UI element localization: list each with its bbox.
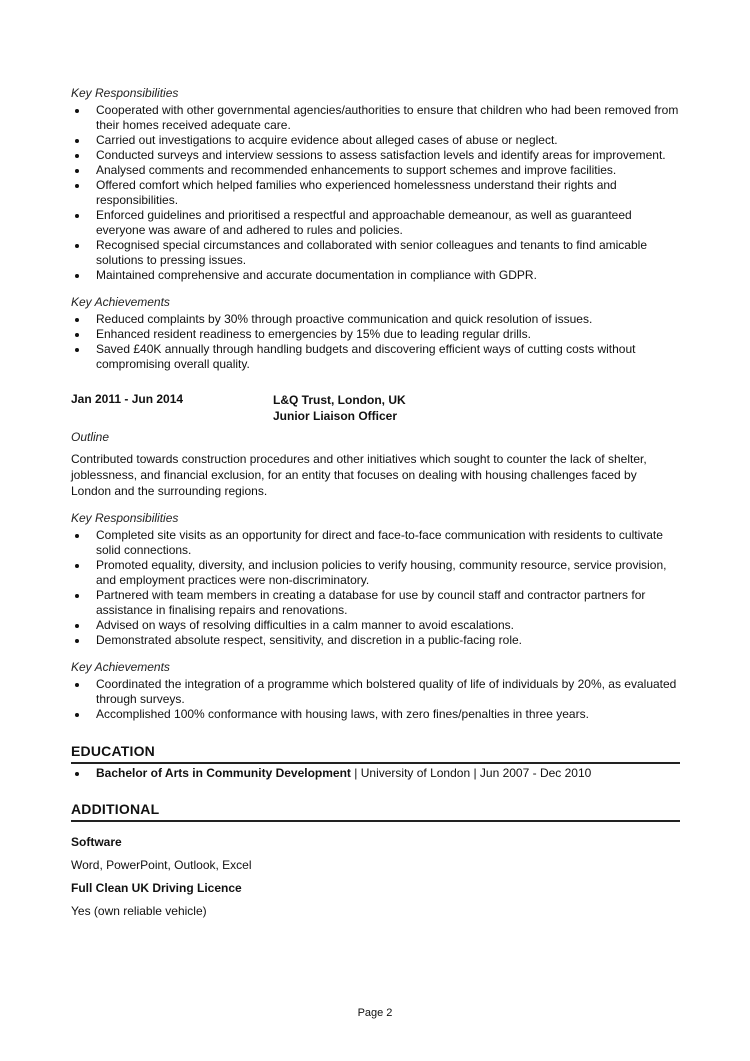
spacer (71, 722, 680, 744)
spacer (71, 781, 680, 802)
job2-dates: Jan 2011 - Jun 2014 (71, 392, 184, 406)
resume-content (71, 86, 680, 919)
list-item: Demonstrated absolute respect, sensitivity, and discretion in a public-facing role. (71, 633, 680, 648)
list-item: Carried out investigations to acquire evidence about alleged cases of abuse or neglect. (71, 133, 680, 148)
list-item: Reduced complaints by 30% through proactive communication and quick resolution of issues. (71, 312, 680, 327)
job1-responsibilities-heading: Key Responsibilities (71, 86, 179, 100)
page-number: Page 2 (357, 1007, 393, 1019)
job1-achievements-list (71, 312, 680, 372)
list-item: Accomplished 100% conformance with housing laws, with zero fines/penalties in three years. (71, 707, 680, 722)
job2-achievements-list (71, 677, 680, 722)
list-item: Enhanced resident readiness to emergencies by 15% due to leading regular drills. (71, 327, 680, 342)
list-item: Saved £40K annually through handling budgets and discovering efficient ways of cutting costs without compromising overall quality. (71, 342, 680, 372)
spacer (71, 499, 680, 511)
education-details: | University of London | Jun 2007 - Dec 2010 (350, 766, 592, 780)
spacer (71, 283, 680, 295)
education-list (71, 766, 680, 781)
additional-section-title: ADDITIONAL (71, 802, 680, 822)
list-item: Promoted equality, diversity, and inclusion policies to verify housing, community resource, service provision, and employment practices were non-discriminatory. (71, 558, 680, 588)
list-item: Coordinated the integration of a programme which bolstered quality of life of individuals by 20%, as evaluated through surveys. (71, 677, 680, 707)
list-item: Offered comfort which helped families who experienced homelessness understand their rights and responsibilities. (71, 178, 680, 208)
list-item: Cooperated with other governmental agencies/authorities to ensure that children who had been removed from their homes received adequate care. (71, 103, 680, 133)
job2-achievements-heading: Key Achievements (71, 660, 170, 674)
licence-label: Full Clean UK Driving Licence (71, 881, 242, 895)
job2-responsibilities-list (71, 528, 680, 648)
spacer (71, 648, 680, 660)
list-item: Analysed comments and recommended enhancements to support schemes and improve facilities. (71, 163, 680, 178)
job2-employer: L&Q Trust, London, UK (273, 393, 406, 407)
job2-title: Junior Liaison Officer (273, 409, 398, 423)
education-section-title: EDUCATION (71, 744, 680, 764)
software-value: Word, PowerPoint, Outlook, Excel (71, 858, 252, 872)
software-label: Software (71, 835, 122, 849)
job1-responsibilities-list (71, 103, 680, 283)
job2-employer-block (273, 392, 406, 424)
licence-value: Yes (own reliable vehicle) (71, 904, 207, 918)
list-item: Completed site visits as an opportunity for direct and face-to-face communication with residents to cultivate solid connections. (71, 528, 680, 558)
education-degree: Bachelor of Arts in Community Development (96, 766, 351, 780)
list-item: Maintained comprehensive and accurate documentation in compliance with GDPR. (71, 268, 680, 283)
job2-responsibilities-heading: Key Responsibilities (71, 511, 179, 525)
job2-outline-text: Contributed towards construction procedures and other initiatives which sought to counter the lack of shelter, joblessness, and financial exclusion, for an entity that focuses on dealing with housing challenges faced by London and the surrounding regions. (71, 452, 647, 498)
education-item (71, 766, 680, 781)
list-item: Conducted surveys and interview sessions to assess satisfaction levels and identify areas for improvement. (71, 148, 680, 163)
list-item: Recognised special circumstances and collaborated with senior colleagues and tenants to find amicable solutions to pressing issues. (71, 238, 680, 268)
list-item: Partnered with team members in creating a database for use by council staff and contractor partners for assistance in finalising repairs and renovations. (71, 588, 680, 618)
job1-achievements-heading: Key Achievements (71, 295, 170, 309)
job2-header (71, 392, 680, 424)
list-item: Enforced guidelines and prioritised a respectful and approachable demeanour, as well as guaranteed everyone was aware of and adhered to rules and policies. (71, 208, 680, 238)
list-item: Advised on ways of resolving difficulties in a calm manner to avoid escalations. (71, 618, 680, 633)
job2-outline-heading: Outline (71, 430, 110, 444)
